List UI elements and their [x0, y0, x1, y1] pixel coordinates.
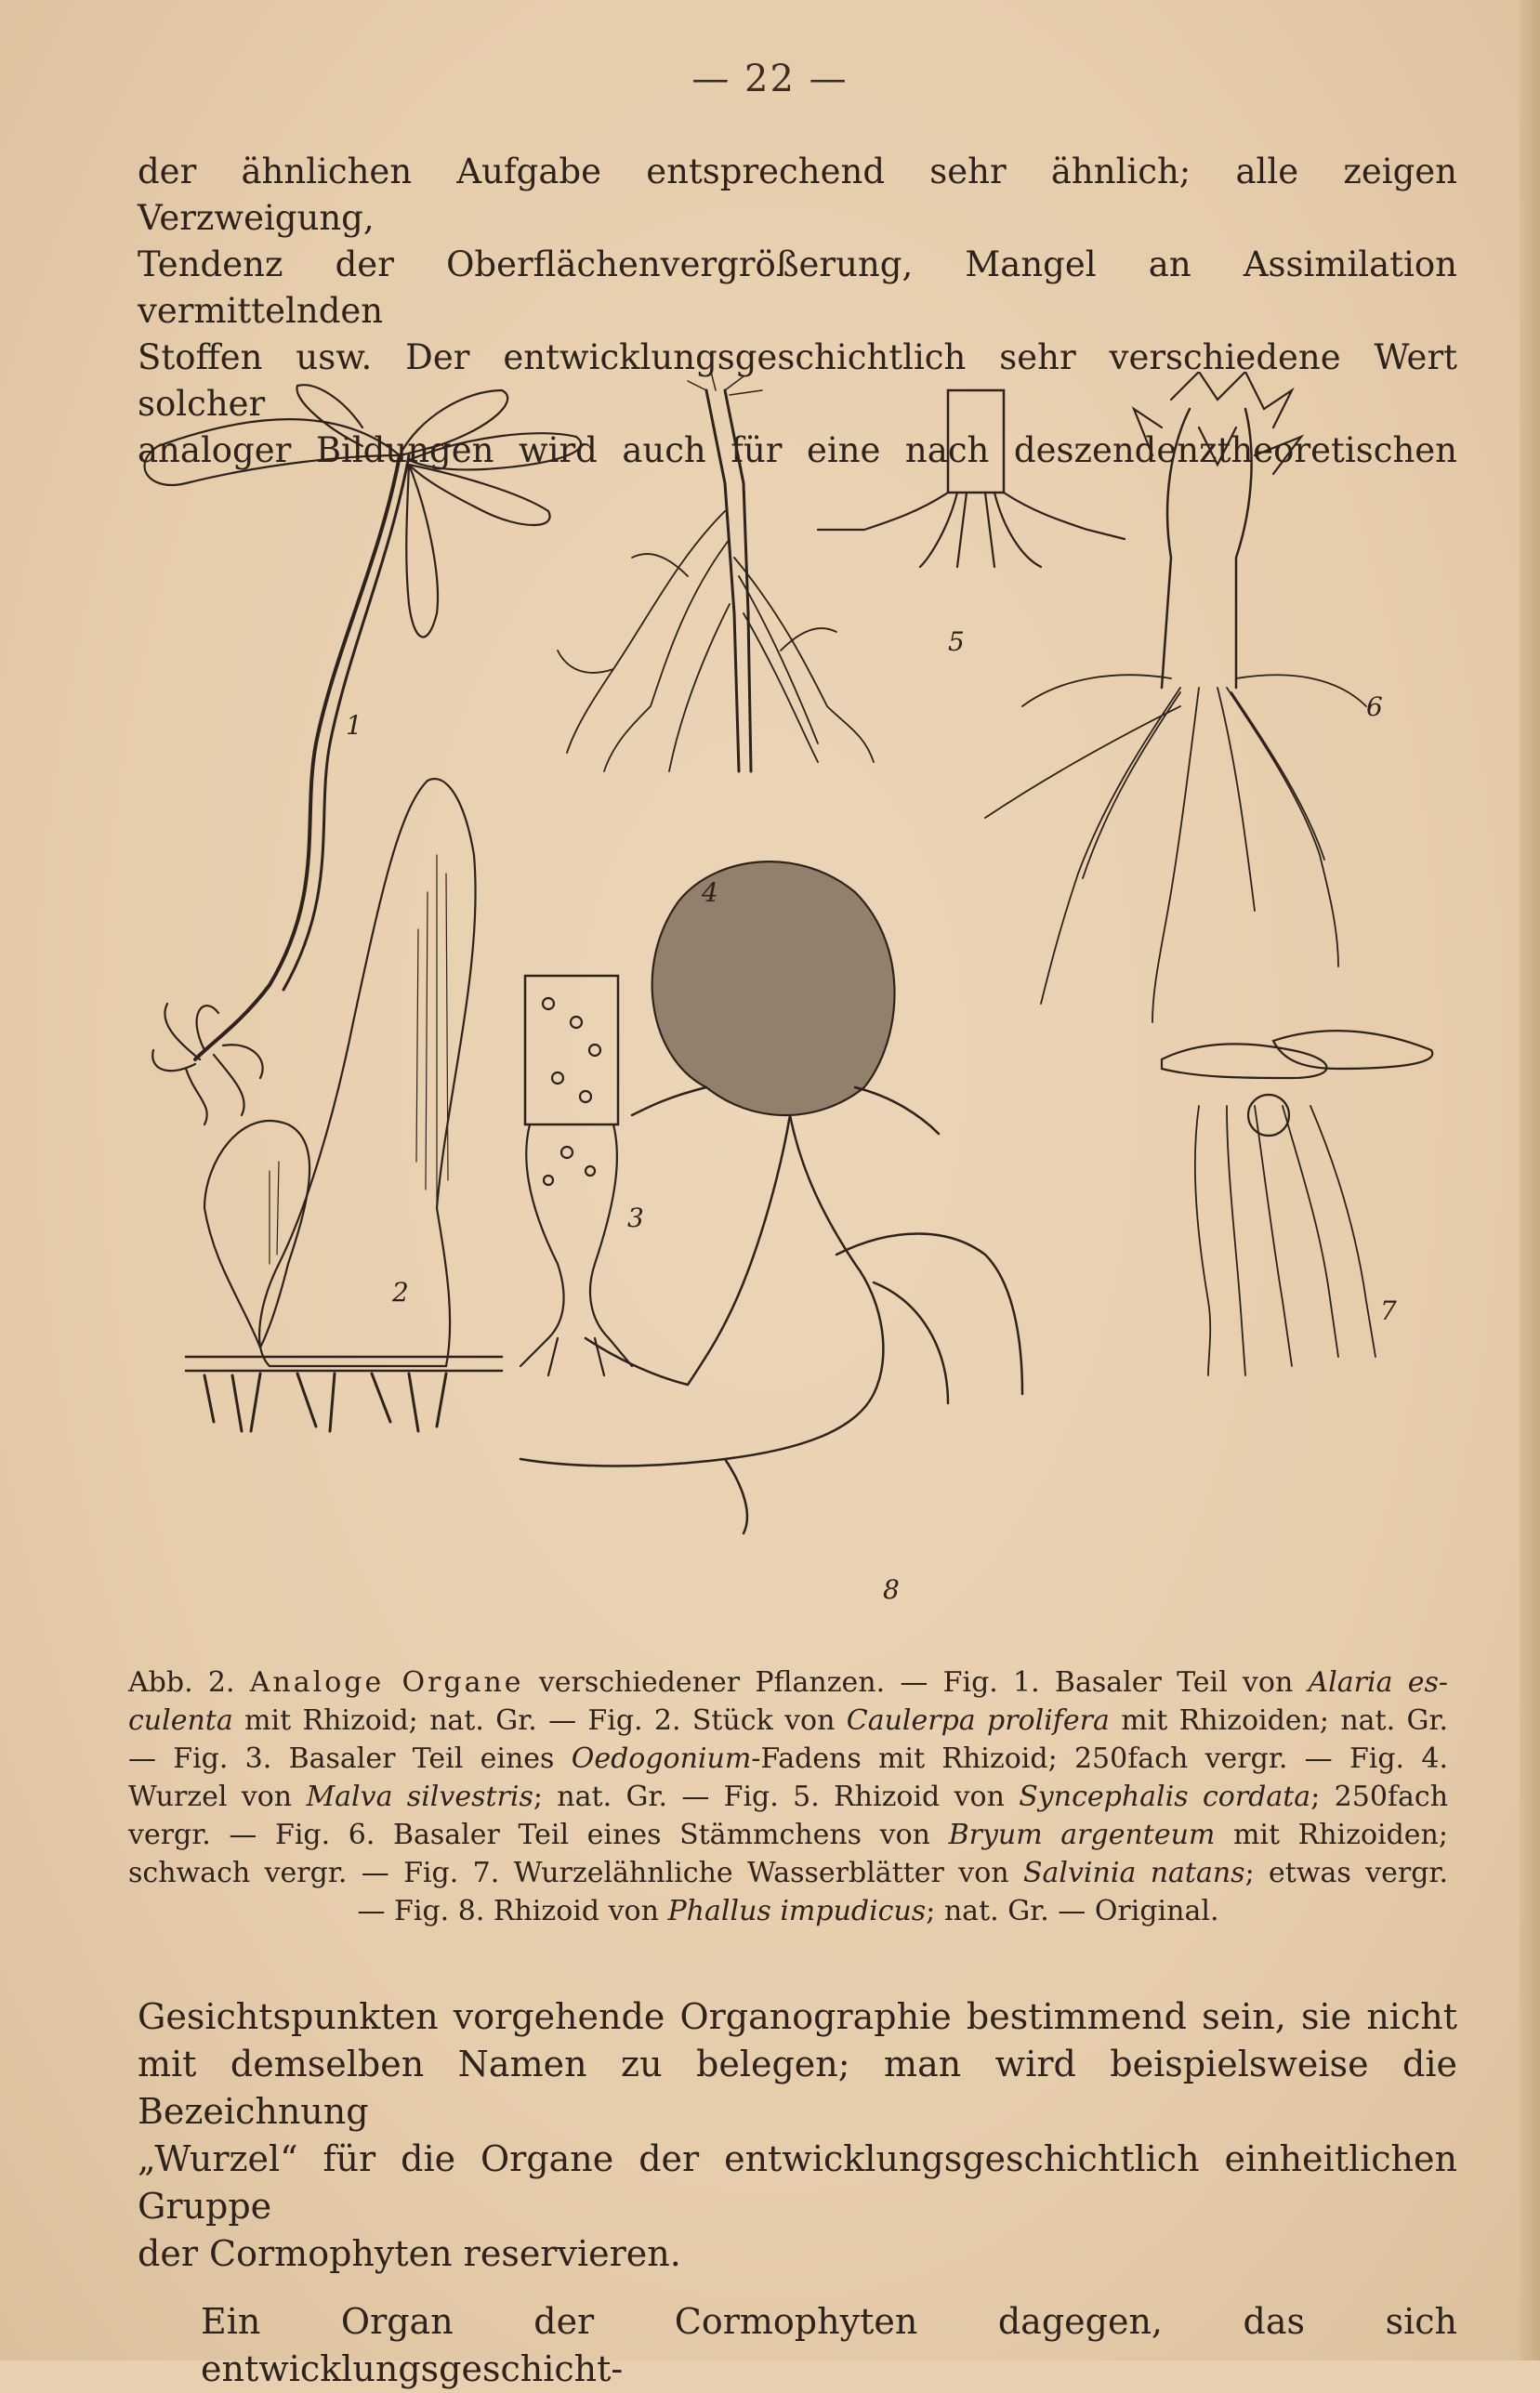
caption-line: schwach vergr. — Fig. 7. Wurzelähnliche Wasserblätter von Salvinia natans; etwas vergr.	[128, 1857, 1448, 1889]
caption-line: vergr. — Fig. 6. Basaler Teil eines Stämmchens von Bryum argenteum mit Rhizoiden;	[128, 1819, 1448, 1851]
figure-illustration	[130, 372, 1468, 1654]
text-line: der ähnlichen Aufgabe entsprechend sehr ähnlich; alle zeigen Verzweigung,	[138, 151, 1457, 238]
paragraph-start: Ein Organ der Cormophyten dagegen, das sich entwicklungsgeschicht-	[201, 2301, 1457, 2389]
fig3-oedogonium-drawing	[520, 976, 632, 1375]
botanical-figure	[130, 372, 1468, 1654]
caption-line: Wurzel von Malva silvestris; nat. Gr. — Fig. 5. Rhizoid von Syncephalis cordata; 250fach	[128, 1781, 1449, 1813]
fig-label-6: 6	[1366, 691, 1383, 722]
fig-label-7: 7	[1380, 1295, 1397, 1326]
page-edge	[1520, 0, 1540, 2360]
caption-line: — Fig. 3. Basaler Teil eines Oedogonium-Fadens mit Rhizoid; 250fach vergr. — Fig. 4.	[128, 1742, 1448, 1775]
text-line: der Cormophyten reservieren.	[138, 2233, 681, 2274]
fig4-malva-drawing	[558, 372, 874, 771]
fig-label-4: 4	[702, 877, 718, 908]
fig-label-5: 5	[948, 626, 965, 657]
text-line: Stoffen usw. Der entwicklungsgeschichtlich sehr verschiedene Wert solcher	[138, 337, 1457, 424]
fig5-syncephalis-drawing	[818, 390, 1125, 567]
caption-line: Abb. 2. Analoge Organe verschiedener Pflanzen. — Fig. 1. Basaler Teil von Alaria es-	[128, 1666, 1449, 1699]
figure-caption	[128, 1663, 1448, 1930]
fig1-alaria-drawing	[145, 385, 582, 1124]
fig6-bryum-drawing	[985, 372, 1366, 1022]
text-line: analoger Bildungen wird auch für eine nach deszendenztheoretischen	[138, 430, 1457, 470]
fig8-phallus-drawing	[520, 861, 1022, 1533]
fig-label-1: 1	[346, 710, 362, 741]
caption-line: — Fig. 8. Rhizoid von Phallus impudicus; nat. Gr. — Original.	[357, 1895, 1219, 1927]
caption-line: culenta mit Rhizoid; nat. Gr. — Fig. 2. Stück von Caulerpa prolifera mit Rhizoiden; nat. Gr.	[128, 1704, 1448, 1737]
fig-label-3: 3	[627, 1203, 644, 1233]
text-line: Tendenz der Oberflächenvergrößerung, Mangel an Assimilation vermittelnden	[138, 244, 1457, 331]
text-line: „Wurzel“ für die Organe der entwicklungsgeschichtlich einheitlichen Gruppe	[138, 2138, 1457, 2227]
text-line: Gesichtspunkten vorgehende Organographie bestimmend sein, sie nicht	[138, 1996, 1457, 2037]
fig-label-2: 2	[392, 1277, 409, 1308]
bottom-paragraph	[138, 1993, 1457, 2393]
fig-label-8: 8	[883, 1574, 900, 1605]
text-line: mit demselben Namen zu belegen; man wird beispielsweise die Bezeichnung	[138, 2044, 1457, 2132]
fig2-caulerpa-drawing	[186, 779, 502, 1431]
page-number: — 22 —	[691, 58, 849, 100]
